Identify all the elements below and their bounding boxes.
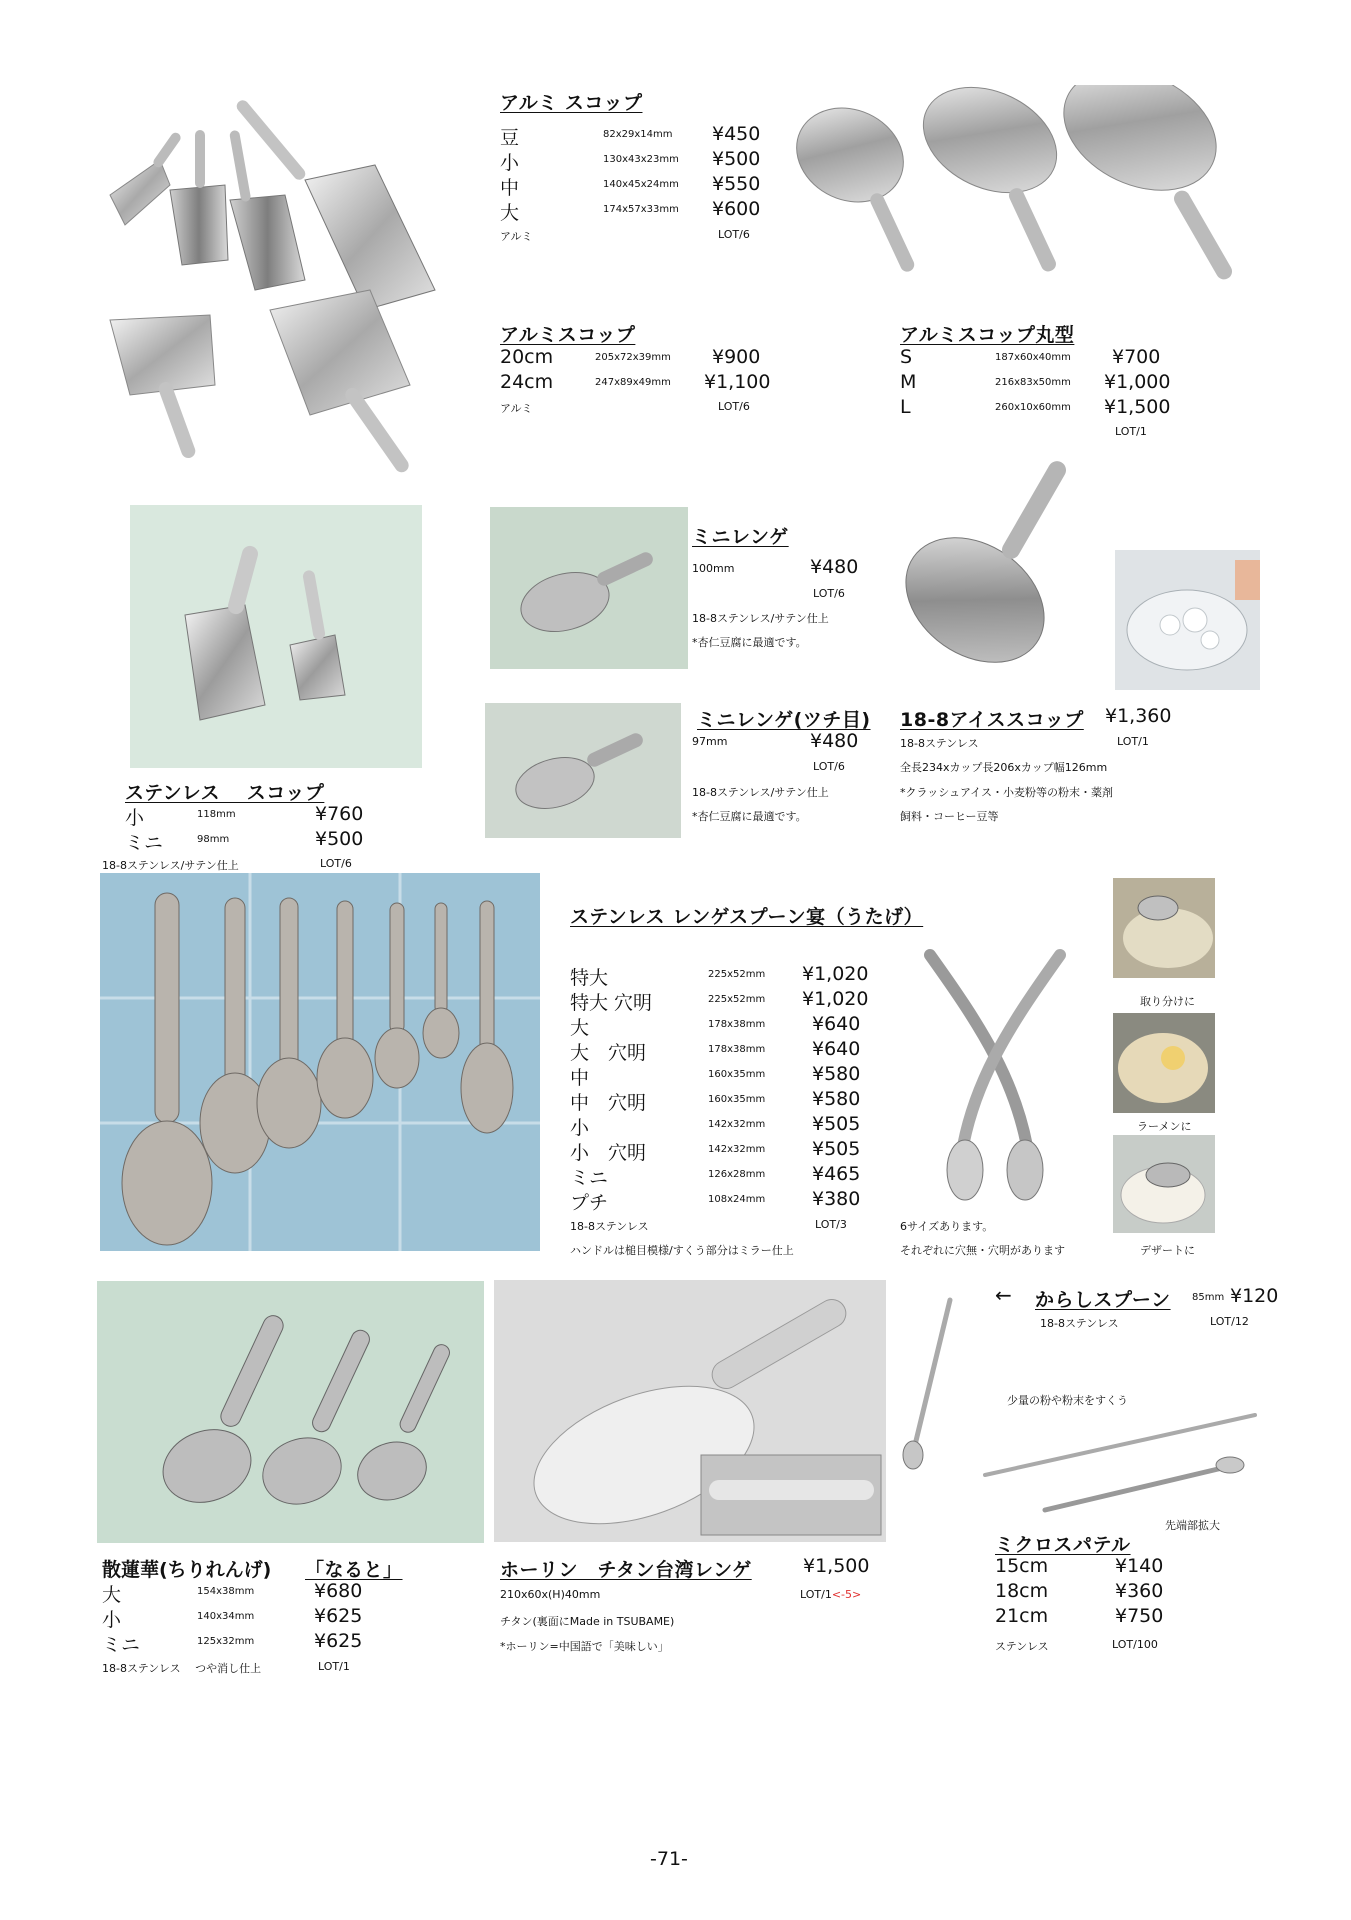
alumi-round-table: [900, 346, 1170, 421]
karashi-title: からしスプーン: [1035, 1289, 1171, 1311]
table-row: [570, 1113, 870, 1138]
price: ¥500: [712, 148, 761, 170]
dimension: 108x24mm: [708, 1194, 766, 1205]
size-name: 15cm: [995, 1555, 1049, 1577]
price: ¥580: [812, 1063, 861, 1085]
naruto-title: 「なると」: [305, 1559, 403, 1581]
stainless-scoop-material: 18-8ステンレス/サテン仕上: [102, 859, 239, 872]
table-row: [900, 396, 1170, 421]
dimension: 140x34mm: [197, 1611, 255, 1622]
arrow-left-icon: ←: [995, 1283, 1012, 1307]
alumi-scoop-table: [500, 123, 770, 223]
table-row: [570, 1138, 870, 1163]
utage-size-note2: それぞれに穴無・穴明があります: [900, 1244, 1065, 1257]
alumi-scoop-photo: [100, 85, 480, 495]
size-name: 大: [570, 1017, 590, 1039]
alumi-scoop2-table: [500, 346, 770, 396]
usage-ramen-photo: [1113, 1013, 1215, 1113]
mini-renge-tsuchime-lot: LOT/6: [813, 760, 845, 773]
karashi-tip: 先端部拡大: [1165, 1519, 1220, 1532]
dimension: 140x45x24mm: [603, 179, 679, 190]
karashi-spoon-photo: [895, 1295, 965, 1475]
table-row: [102, 1605, 392, 1630]
size-name: 20cm: [500, 346, 554, 368]
alumi-scoop2-lot: LOT/6: [718, 400, 750, 413]
size-name: 大: [500, 202, 520, 224]
alumi-scoop-material: アルミ: [500, 230, 533, 243]
mini-renge-tsuchime-material: 18-8ステンレス/サテン仕上: [692, 786, 829, 799]
size-name: M: [900, 371, 917, 393]
alumi-scoop-title: アルミ スコップ: [500, 92, 643, 114]
price: ¥450: [712, 123, 761, 145]
table-row: [995, 1580, 1195, 1605]
dimension: 160x35mm: [708, 1094, 766, 1105]
dimension: 247x89x49mm: [595, 377, 671, 388]
table-row: [570, 1013, 870, 1038]
utage-crossed-photo: [910, 935, 1078, 1205]
usage-serving-photo: [1113, 878, 1215, 978]
table-row: [570, 1188, 870, 1213]
micro-spatel-material: ステンレス: [995, 1640, 1049, 1653]
micro-spatel-table: [995, 1555, 1195, 1630]
crushed-ice-photo: [1115, 550, 1260, 690]
utage-table: [570, 963, 870, 1213]
size-name: ミニ: [102, 1634, 141, 1656]
dimension: 260x10x60mm: [995, 402, 1071, 413]
size-name: 中 穴明: [570, 1092, 647, 1114]
ice-scoop-lot: LOT/1: [1117, 735, 1149, 748]
size-name: 18cm: [995, 1580, 1049, 1602]
karashi-note: 少量の粉や粉末をすくう: [1007, 1394, 1128, 1407]
table-row: [900, 346, 1170, 371]
dimension: 174x57x33mm: [603, 204, 679, 215]
horin-dim: 210x60x(H)40mm: [500, 1588, 601, 1601]
dimension: 225x52mm: [708, 969, 766, 980]
price: ¥1,500: [1104, 396, 1171, 418]
table-row: [125, 803, 385, 828]
size-name: 24cm: [500, 371, 554, 393]
size-name: 小 穴明: [570, 1142, 647, 1164]
dimension: 98mm: [197, 834, 230, 845]
table-row: [570, 988, 870, 1013]
chirirenge-table: [102, 1580, 392, 1655]
utage-material: 18-8ステンレス: [570, 1220, 649, 1233]
horin-photo: [494, 1280, 886, 1542]
dimension: 142x32mm: [708, 1119, 766, 1130]
size-name: S: [900, 346, 913, 368]
table-row: [500, 148, 770, 173]
stainless-scoop-photo: [130, 505, 422, 768]
micro-spatel-photo: [975, 1395, 1265, 1525]
size-name: 21cm: [995, 1605, 1049, 1627]
dimension: 126x28mm: [708, 1169, 766, 1180]
mini-renge-price: ¥480: [810, 556, 859, 578]
table-row: [570, 1163, 870, 1188]
dimension: 216x83x50mm: [995, 377, 1071, 388]
price: ¥700: [1112, 346, 1161, 368]
size-name: L: [900, 396, 911, 418]
ice-scoop-photo: [895, 450, 1115, 695]
mini-renge-tsuchime-title: ミニレンゲ(ツチ目): [697, 709, 871, 731]
karashi-lot: LOT/12: [1210, 1315, 1249, 1328]
size-name: 小: [500, 152, 520, 174]
table-row: [500, 123, 770, 148]
mini-renge-material: 18-8ステンレス/サテン仕上: [692, 612, 829, 625]
alumi-round-title: アルミスコップ丸型: [900, 324, 1075, 346]
dimension: 160x35mm: [708, 1069, 766, 1080]
size-name: 小: [570, 1117, 590, 1139]
mini-renge-tsuchime-note: *杏仁豆腐に最適です。: [692, 810, 807, 823]
size-name: 大: [102, 1584, 122, 1606]
size-name: 特大 穴明: [570, 992, 653, 1014]
dimension: 142x32mm: [708, 1144, 766, 1155]
size-name: 豆: [500, 127, 520, 149]
dimension: 187x60x40mm: [995, 352, 1071, 363]
karashi-material: 18-8ステンレス: [1040, 1317, 1119, 1330]
ice-scoop-material: 18-8ステンレス: [900, 737, 979, 750]
ice-scoop-price: ¥1,360: [1105, 705, 1172, 727]
karashi-price: ¥120: [1230, 1285, 1279, 1307]
table-row: [900, 371, 1170, 396]
price: ¥760: [315, 803, 364, 825]
usage-caption-serving: 取り分けに: [1140, 995, 1195, 1008]
chirirenge-title: 散蓮華(ちりれんげ): [102, 1559, 272, 1581]
stainless-scoop-title: ステンレス スコップ: [125, 782, 325, 804]
utage-lot: LOT/3: [815, 1218, 847, 1231]
stainless-scoop-table: [125, 803, 385, 853]
price: ¥900: [712, 346, 761, 368]
table-row: [125, 828, 385, 853]
size-name: ミニ: [125, 832, 164, 854]
horin-price: ¥1,500: [803, 1555, 870, 1577]
horin-note: *ホーリン=中国語で「美味しい」: [500, 1640, 669, 1653]
table-row: [500, 346, 770, 371]
table-row: [995, 1555, 1195, 1580]
usage-caption-dessert: デザートに: [1140, 1244, 1195, 1257]
table-row: [102, 1580, 392, 1605]
mini-renge-note: *杏仁豆腐に最適です。: [692, 636, 807, 649]
table-row: [102, 1630, 392, 1655]
page-number: -71-: [650, 1848, 688, 1870]
price: ¥505: [812, 1138, 861, 1160]
size-name: 中: [500, 177, 520, 199]
horin-lot-value: LOT/1: [800, 1588, 832, 1601]
table-row: [570, 1088, 870, 1113]
size-name: 小: [102, 1609, 122, 1631]
micro-spatel-title: ミクロスパテル: [995, 1534, 1131, 1556]
ice-scoop-note1: 全長234xカップ長206xカップ幅126mm: [900, 761, 1108, 774]
price: ¥680: [314, 1580, 363, 1602]
size-name: プチ: [570, 1192, 609, 1214]
mini-renge-tsuchime-photo: [485, 703, 681, 838]
karashi-dim: 85mm: [1192, 1292, 1225, 1303]
table-row: [500, 198, 770, 223]
mini-renge-photo: [490, 507, 688, 669]
table-row: [570, 963, 870, 988]
dimension: 125x32mm: [197, 1636, 255, 1647]
usage-dessert-photo: [1113, 1135, 1215, 1233]
dimension: 118mm: [197, 809, 236, 820]
price: ¥505: [812, 1113, 861, 1135]
price: ¥625: [314, 1630, 363, 1652]
utage-spoons-photo: [100, 873, 540, 1251]
mini-renge-tsuchime-dim: 97mm: [692, 735, 728, 748]
price: ¥1,020: [802, 963, 869, 985]
price: ¥550: [712, 173, 761, 195]
dimension: 178x38mm: [708, 1044, 766, 1055]
table-row: [500, 173, 770, 198]
price: ¥750: [1115, 1605, 1164, 1627]
dimension: 178x38mm: [708, 1019, 766, 1030]
utage-title: ステンレス レンゲスプーン宴（うたげ）: [570, 906, 924, 928]
alumi-scoop2-material: アルミ: [500, 402, 533, 415]
chirirenge-material: 18-8ステンレス つや消し仕上: [102, 1662, 262, 1675]
price: ¥500: [315, 828, 364, 850]
table-row: [995, 1605, 1195, 1630]
mini-renge-title: ミニレンゲ: [692, 526, 789, 548]
horin-material: チタン(裏面にMade in TSUBAME): [500, 1615, 675, 1628]
utage-size-note1: 6サイズあります。: [900, 1220, 994, 1233]
price: ¥640: [812, 1038, 861, 1060]
table-row: [570, 1038, 870, 1063]
price: ¥1,020: [802, 988, 869, 1010]
size-name: 特大: [570, 967, 609, 989]
price: ¥465: [812, 1163, 861, 1185]
micro-spatel-lot: LOT/100: [1112, 1638, 1158, 1651]
ice-scoop-title: 18-8アイススコップ: [900, 709, 1084, 731]
price: ¥1,100: [704, 371, 771, 393]
chirirenge-photo: [97, 1281, 484, 1543]
price: ¥600: [712, 198, 761, 220]
horin-lot-extra: <-5>: [831, 1588, 862, 1601]
size-name: ミニ: [570, 1167, 609, 1189]
ice-scoop-note2: *クラッシュアイス・小麦粉等の粉末・薬剤: [900, 786, 1113, 799]
price: ¥1,000: [1104, 371, 1171, 393]
size-name: 小: [125, 807, 145, 829]
price: ¥360: [1115, 1580, 1164, 1602]
stainless-scoop-lot: LOT/6: [320, 857, 352, 870]
size-name: 中: [570, 1067, 590, 1089]
dimension: 225x52mm: [708, 994, 766, 1005]
dimension: 130x43x23mm: [603, 154, 679, 165]
price: ¥640: [812, 1013, 861, 1035]
dimension: 205x72x39mm: [595, 352, 671, 363]
alumi-scoop-lot: LOT/6: [718, 228, 750, 241]
table-row: [570, 1063, 870, 1088]
alumi-round-lot: LOT/1: [1115, 425, 1147, 438]
utage-note: ハンドルは槌目模様/すくう部分はミラー仕上: [570, 1244, 794, 1257]
mini-renge-tsuchime-price: ¥480: [810, 730, 859, 752]
alumi-scoop2-title: アルミスコップ: [500, 324, 636, 346]
dimension: 154x38mm: [197, 1586, 255, 1597]
size-name: 大 穴明: [570, 1042, 647, 1064]
mini-renge-lot: LOT/6: [813, 587, 845, 600]
alumi-round-scoop-photo: [785, 85, 1265, 310]
price: ¥580: [812, 1088, 861, 1110]
usage-caption-ramen: ラーメンに: [1137, 1120, 1192, 1133]
horin-lot: [800, 1588, 861, 1601]
dimension: 82x29x14mm: [603, 129, 673, 140]
chirirenge-lot: LOT/1: [318, 1660, 350, 1673]
table-row: [500, 371, 770, 396]
ice-scoop-note3: 飼料・コーヒー豆等: [900, 810, 999, 823]
price: ¥140: [1115, 1555, 1164, 1577]
price: ¥380: [812, 1188, 861, 1210]
price: ¥625: [314, 1605, 363, 1627]
horin-title: ホーリン チタン台湾レンゲ: [500, 1559, 752, 1581]
mini-renge-dim: 100mm: [692, 562, 735, 575]
